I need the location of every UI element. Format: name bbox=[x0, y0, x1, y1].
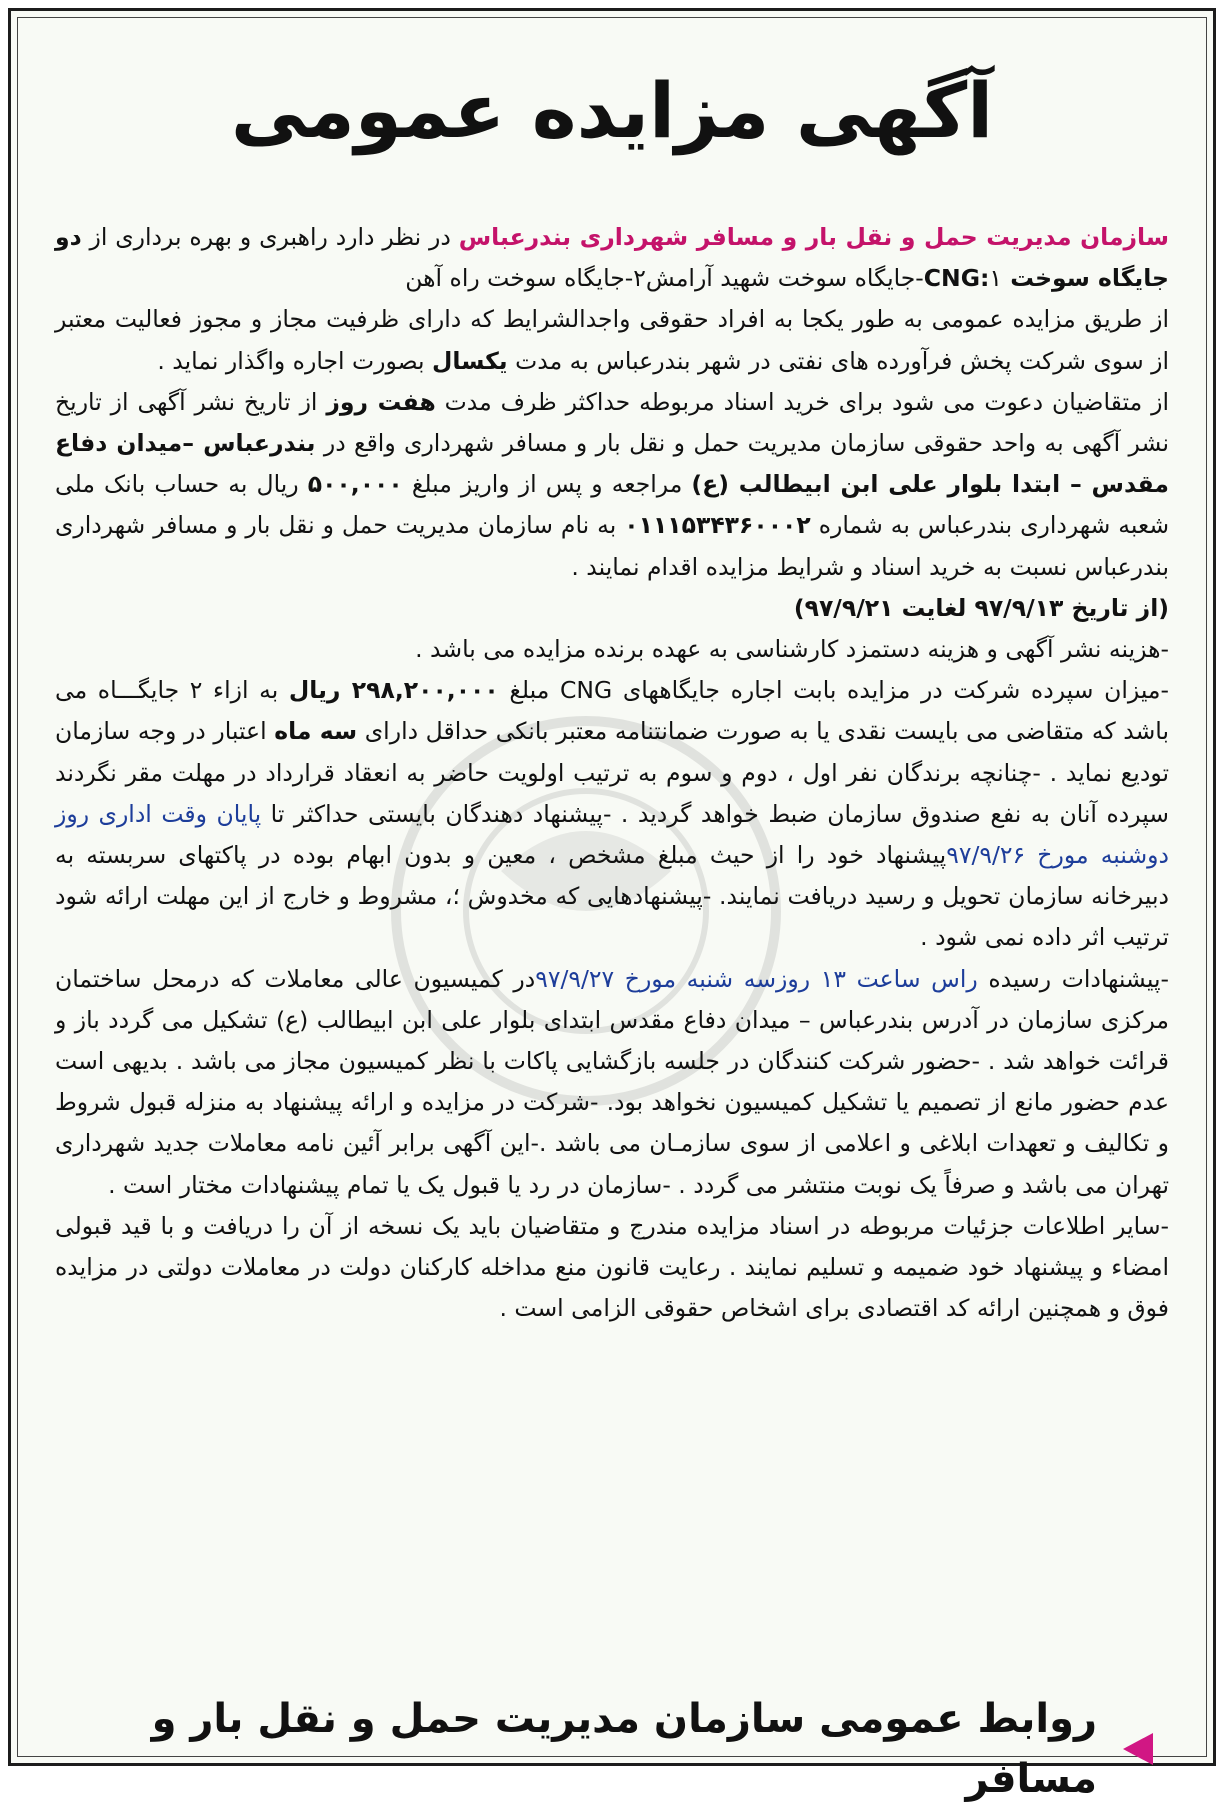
paragraph-documents bbox=[55, 382, 1169, 588]
text: در کمیسیون عالی معاملات که درمحل ساختمان مرکزی سازمان در آدرس بندرعباس – میدان دفاع مقدس ابتدای بلوار علی ابن ابیطالب (ع) تشکیل می گردد باز و قرائت خواهد شد . -حضور شرکت کنندگان در جلسه بازگشایی پاکات با نظر کمیسیون مجاز می باشد . بدیهی است عدم حضور مانع از تصمیم یا تشکیل کمیسیون نخواهد بود. -شرکت در مزایده و ارائه پیشنهاد به منزله قبول شروط و تکالیف و تعهدات ابلاغی و اعلامی از سوی سازمـان می باشد .-این آگهی برابر آئین نامه معاملات جدید شهرداری تهران می باشد و صرفاً یک نوبت منتشر می گردد . -سازمان در رد یا قبول یک یا تمام پیشنهادات مختار است . bbox=[55, 964, 1169, 1199]
text: به نام سازمان مدیریت حمل و نقل بار و مسافر شهرداری بندرعباس نسبت به خرید اسناد و شرایط مزایده اقدام نمایند . bbox=[55, 511, 1169, 581]
paragraph-fees: -هزینه نشر آگهی و هزینه دستمزد کارشناسی به عهده برنده مزایده می باشد . bbox=[415, 635, 1169, 664]
paragraph-other-info: -سایر اطلاعات جزئیات مربوطه در اسناد مزایده مندرج و متقاضیان باید یک نسخه از آن را دریافت و با قید قبولی امضاء و پیشنهاد خود ضمیمه و تسلیم نمایند . رعایت قانون منع مداخله کارکنان دولت در معاملات دولتی در مزایده فوق و همچنین ارائه کد اقتصادی برای اشخاص حقوقی الزامی است . bbox=[55, 1211, 1169, 1323]
text: از طریق مزایده عمومی به طور یکجا به افراد حقوقی واجدالشرایط که دارای ظرفیت مجاز و مجوز فعالیت معتبر از سوی شرکت پخش فرآورده های نفتی در شهر بندرعباس به مدت bbox=[55, 305, 1169, 375]
notice-title: آگهی مزایده عمومی bbox=[230, 66, 994, 155]
submission-deadline: پایان وقت اداری روز دوشنبه مورخ ۹۷/۹/۲۶ bbox=[55, 799, 1169, 870]
two-stations: دو جایگاه سوخت bbox=[55, 223, 1169, 293]
text: اعتبار در وجه سازمان تودیع نماید . -چنانچه برندگان نفر اول ، دوم و سوم به ترتیب اولویت حاضر به انعقاد قرارداد در مهلت مقر نگردند سپرده آنان به نفع صندوق سازمان ضبط خواهد گردید . -پیشنهاد دهندگان بایستی حداکثر تا bbox=[55, 717, 1169, 828]
cng-label: CNG: bbox=[923, 264, 1011, 293]
text: پیشنهاد خود را از حیث مبلغ مشخص ، معین و بدون ابهام بوده در پاکتهای سربسته به دبیرخانه سازمان تحویل و رسید دریافت نمایند. -پیشنهادهایی که مخدوش ؛، مشروط و خارج از این مهلت ارائه شود ترتیب اثر داده نمی شود . bbox=[55, 841, 1169, 952]
text: -میزان سپرده شرکت در مزایده بابت اجاره جایگاههای CNG مبلغ bbox=[498, 676, 1169, 705]
notice-body bbox=[55, 217, 1169, 1329]
text: به ازاء ۲ جایگـــاه می باشد که متقاضی می بایست نقدی یا به صورت ضمانتنامه معتبر بانکی حداقل دارای bbox=[55, 676, 1169, 746]
text: -پیشنهادات رسیده bbox=[977, 964, 1169, 993]
organization-name: سازمان مدیریت حمل و نقل بار و مسافر شهرداری بندرعباس bbox=[458, 223, 1169, 251]
address: بندرعباس –میدان دفاع مقدس – ابتدا بلوار علی ابن ابیطالب (ع) bbox=[55, 429, 1169, 499]
paragraph-lease bbox=[55, 299, 1169, 381]
text: از متقاضیان دعوت می شود برای خرید اسناد مربوطه حداکثر ظرف مدت bbox=[435, 387, 1169, 416]
text: مراجعه و پس از واریز مبلغ bbox=[402, 470, 692, 499]
arrow-icon bbox=[1123, 1733, 1153, 1765]
text: از تاریخ نشر آگهی از تاریخ نشر آگهی به واحد حقوقی سازمان مدیریت حمل و نقل بار و مسافر شهرداری واقع در bbox=[55, 387, 1169, 458]
paragraph-deposit bbox=[55, 670, 1169, 958]
text: بصورت اجاره واگذار نماید . bbox=[157, 346, 433, 375]
seven-days: هفت روز bbox=[326, 387, 436, 416]
notice-frame bbox=[8, 8, 1216, 1802]
deposit-amount: ۲۹۸,۲۰۰,۰۰۰ ریال bbox=[288, 676, 499, 705]
paragraph-intro bbox=[55, 217, 1169, 299]
account-number: ۰۱۱۱۵۳۴۳۶۰۰۰۲ bbox=[624, 511, 811, 540]
footer bbox=[61, 1689, 1153, 1809]
text: ریال به حساب بانک ملی شعبه شهرداری بندرعباس به شماره bbox=[55, 470, 1170, 540]
lease-duration: یکسال bbox=[432, 346, 508, 375]
opening-time: راس ساعت ۱۳ روزسه شنبه مورخ ۹۷/۹/۲۷ bbox=[535, 964, 978, 993]
station-list: ۱-جایگاه سوخت شهید آرامش۲-جایگاه سوخت راه آهن bbox=[405, 264, 1003, 293]
document-fee: ۵۰۰,۰۰۰ bbox=[307, 470, 403, 499]
paragraph-opening bbox=[55, 959, 1169, 1206]
text: در نظر دارد راهبری و بهره برداری از bbox=[81, 223, 459, 251]
footer-signature: روابط عمومی سازمان مدیریت حمل و نقل بار و مسافر bbox=[151, 1696, 1097, 1802]
guarantee-period: سه ماه bbox=[274, 717, 358, 746]
date-range: (از تاریخ ۹۷/۹/۱۳ لغایت ۹۷/۹/۲۱) bbox=[793, 593, 1169, 622]
